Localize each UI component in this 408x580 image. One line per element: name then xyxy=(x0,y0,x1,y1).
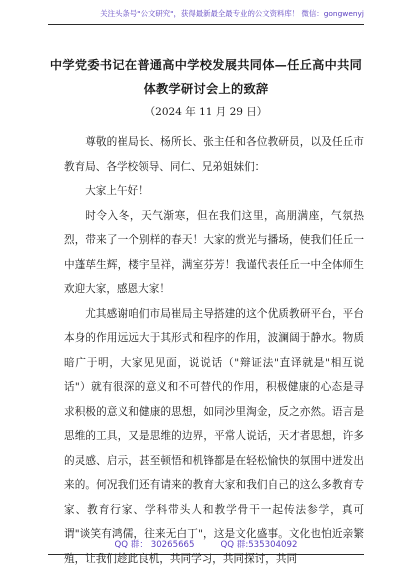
body-paragraph: 尤其感谢咱们市局崔局主导搭建的这个优质教研平台，平台本身的作用远远大于其形式和程序的作用，波澜阔于静水。物质暗广于明，大家见见面，说说话（"辩证法"直译就是"相互说话"）就有很深的意义和不可替代的作用，积极健康的心态是寻求积极的意义和健康的思想，如同沙里淘金，反之亦然。语言是思维的工具，又是思维的边界，平常人说话，天才者思想，许多的灵感、启示，甚至顿悟和机锋都是在轻松愉快的氛围中迸发出来的。何况我们还有请来的教育大家和我们自己的这么多教育专家、教育行家、学科带头人和教学骨干一起传法参学，真可谓"谈笑有鸿儒，往来无白丁"，这是文化盛事。文化也怕近亲繁殖，让我们趁此良机，共同学习，共同探讨，共同 xyxy=(64,307,364,565)
document-title-line-1: 中学党委书记在普通高中学校发展共同体—任丘高中共同 xyxy=(49,58,363,72)
footer-qq-group-2: QQ 群:535304092 xyxy=(220,540,298,550)
page-header: 关注头条号"公文研究"，获得最新最全最专业的公文资料库！ 微信：gongwenyj xyxy=(100,9,364,18)
document-date: （2024 年 11 月 29 日） xyxy=(144,106,268,118)
document-body xyxy=(64,130,364,571)
salutation-paragraph: 尊敬的崔局长、杨所长、张主任和各位教研员，以及任丘市教育局、各学校领导、同仁、兄弟姐妹们： xyxy=(64,136,364,173)
greeting-paragraph: 大家上午好！ xyxy=(85,185,149,197)
footer-qq-group-1: QQ 群： 30265665 xyxy=(114,540,195,550)
footer-divider xyxy=(48,554,364,555)
page-footer xyxy=(48,538,364,552)
header-divider xyxy=(48,24,364,25)
body-paragraph: 时令入冬，天气渐寒，但在我们这里，高朋满座，气氛热烈，带来了一个别样的春天！大家的赏光与播场，使我们任丘一中蓬荜生辉，楼宇呈祥，满室芬芳！我谨代表任丘一中全体师生欢迎大家，感恩大家！ xyxy=(64,209,364,295)
document-title-line-2: 体教学研讨会上的致辞 xyxy=(143,82,269,96)
